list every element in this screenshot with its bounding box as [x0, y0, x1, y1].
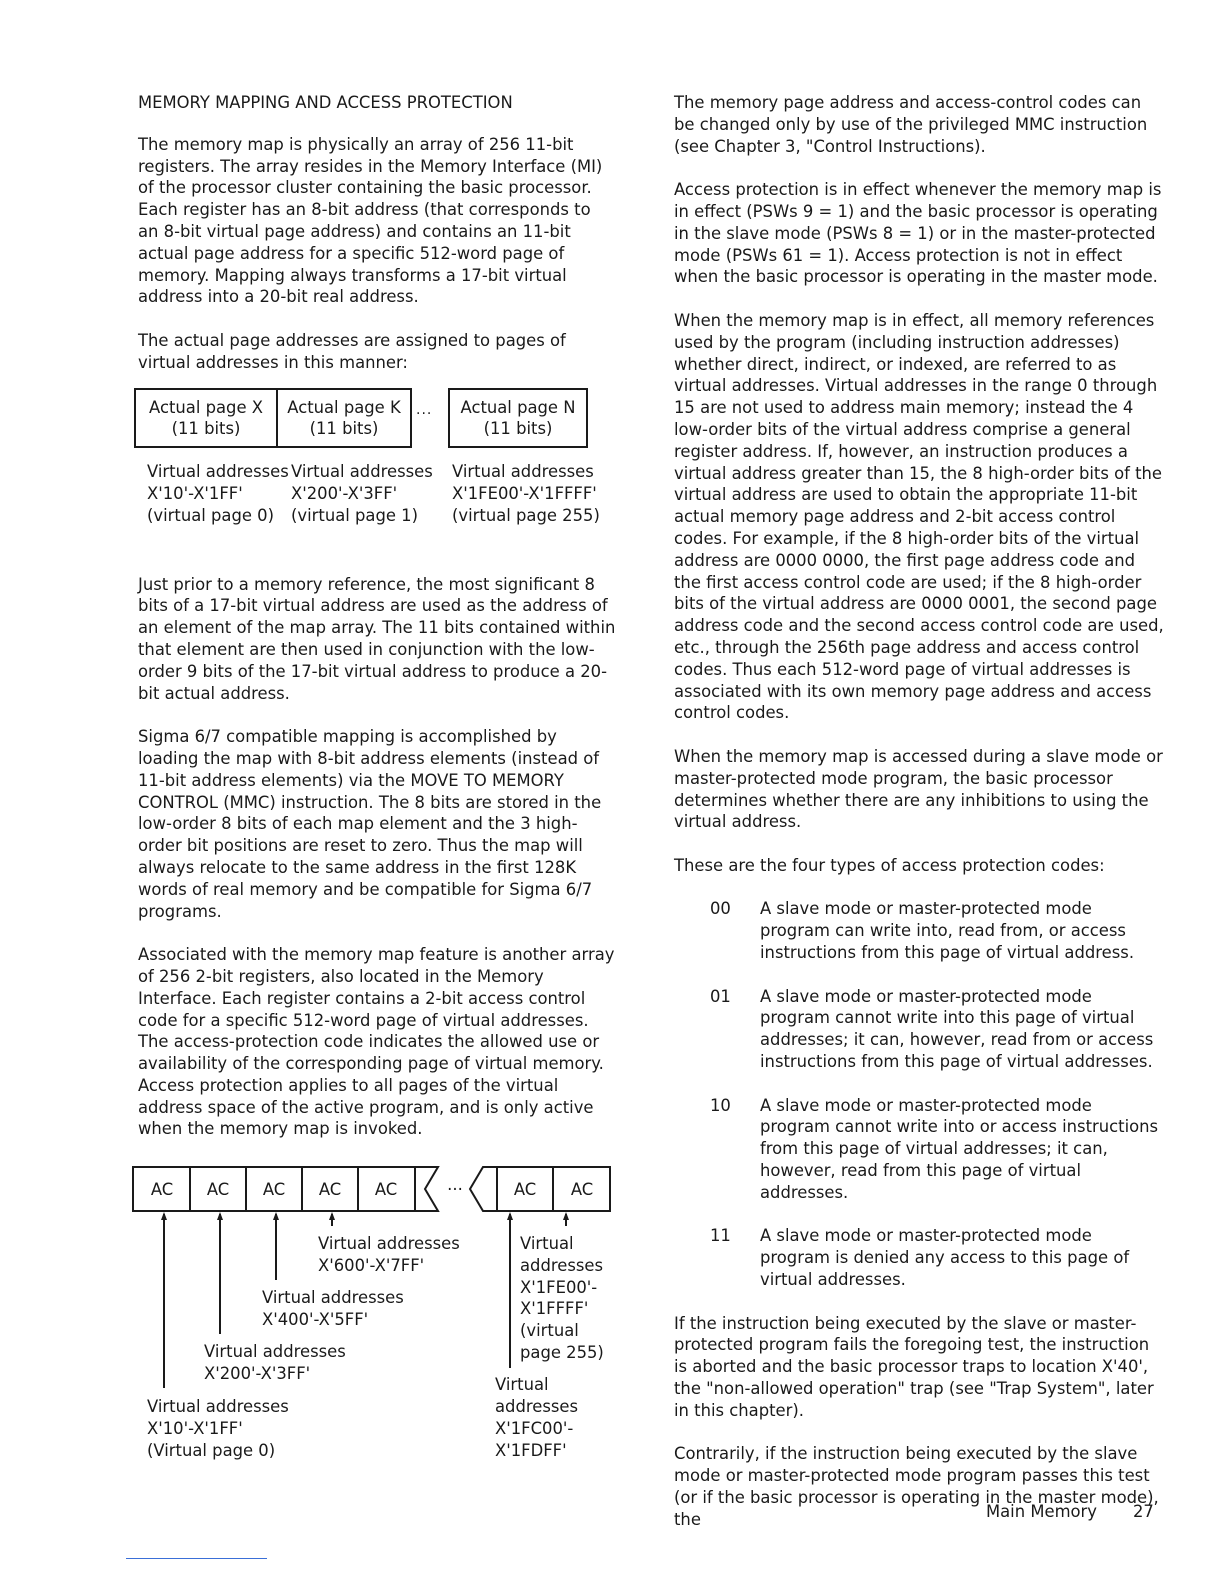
map-label: [147, 461, 289, 527]
paragraph: Associated with the memory map feature is another array of 256 2-bit registers, also located in the Memory Interface. Each register contains a 2-bit access control code for a specific 512-word page of virtual addresses. The access-protection code indicates the allowed use or availability of the corresponding page of virtual memory. Access protection applies to all pages of the virtual address space of the active program, and is only active when the memory map is invoked.: [138, 945, 615, 1139]
map-cell: [278, 388, 412, 448]
label-line: (virtual page 1): [291, 505, 418, 525]
ac-label: (virtual: [520, 1321, 579, 1340]
access-code-text: A slave mode or master-protected mode program is denied any access to this page of virtual addresses.: [760, 1226, 1130, 1290]
access-code-item: [674, 986, 1164, 1073]
access-code-item: [674, 1095, 1164, 1204]
ac-cell: AC: [318, 1180, 342, 1199]
paragraph: Access protection is in effect whenever the memory map is in effect (PSWs 9 = 1) and the basic processor is operating in the slave mode (PSWs 8 = 1) or in the master-protected mode (PSWs 61 = 1). Access protection is not in effect when the basic processor is operating in the master mode.: [674, 180, 1162, 287]
ac-label: X'1FDFF': [495, 1441, 567, 1460]
page-map-diagram: [138, 382, 616, 552]
map-cell: [448, 388, 588, 448]
ac-ellipsis: ...: [447, 1175, 463, 1194]
paragraph: If the instruction being executed by the slave or master-protected program fails the foregoing test, the instruction is aborted and the basic processor traps to location X'40', the "non-allowed operation" trap (see "Trap System", later in this chapter).: [674, 1313, 1154, 1420]
map-label: [291, 461, 433, 527]
ac-label: X'10'-X'1FF': [147, 1419, 243, 1438]
label-line: (virtual page 0): [147, 505, 274, 525]
paragraph: The memory page address and access-control codes can be changed only by use of the privileged MMC instruction (see Chapter 3, "Control Instructions).: [674, 93, 1148, 156]
access-code-number: 01: [710, 986, 731, 1006]
label-line: Virtual addresses: [452, 461, 594, 481]
access-code-number: 00: [710, 899, 731, 919]
paragraph: These are the four types of access protection codes:: [674, 855, 1105, 875]
footer-rule: [126, 1558, 267, 1559]
ac-label: X'400'-X'5FF': [262, 1310, 369, 1329]
map-cell-bits: (11 bits): [309, 418, 379, 438]
access-code-item: [674, 898, 1164, 963]
ac-label: X'1FFFF': [520, 1299, 589, 1318]
left-column: [138, 92, 616, 1162]
paragraph: Sigma 6/7 compatible mapping is accomplished by loading the map with 8-bit address elements (instead of 11-bit address elements) via the MOVE TO MEMORY CONTROL (MMC) instruction. The 8 bits are stored in the low-order 8 bits of each map element and the 3 high-order bit positions are reset to zero. Thus the map will always relocate to the same address in the first 128K words of real memory and be compatible for Sigma 6/7 programs.: [138, 727, 602, 921]
paragraph: Just prior to a memory reference, the most significant 8 bits of a 17-bit virtual address are used as the address of an element of the map array. The 11 bits contained within that element are then used in conjunction with the low-order 9 bits of the 17-bit virtual address to produce a 20-bit actual address.: [138, 574, 616, 703]
ac-cell: AC: [150, 1180, 174, 1199]
paragraph: The actual page addresses are assigned to pages of virtual addresses in this manner:: [138, 330, 566, 372]
ac-cell: AC: [206, 1180, 230, 1199]
section-heading: MEMORY MAPPING AND ACCESS PROTECTION: [138, 93, 513, 112]
map-cell: [134, 388, 278, 448]
map-cell-bits: (11 bits): [171, 418, 241, 438]
ac-label: Virtual addresses: [204, 1342, 346, 1361]
page-number: 27: [1133, 1502, 1154, 1521]
label-line: X'200'-X'3FF': [291, 483, 398, 503]
footer-section-title: Main Memory: [986, 1502, 1097, 1521]
ac-label: Virtual addresses: [262, 1288, 404, 1307]
ac-label: Virtual addresses: [318, 1234, 460, 1253]
label-line: (virtual page 255): [452, 505, 600, 525]
access-code-number: 11: [710, 1226, 731, 1246]
map-label: [452, 461, 600, 527]
label-line: X'10'-X'1FF': [147, 483, 243, 503]
ac-label: addresses: [495, 1397, 579, 1416]
map-cell-title: Actual page K: [287, 397, 401, 417]
label-line: X'1FE00'-X'1FFFF': [452, 483, 597, 503]
paragraph: The memory map is physically an array of 256 11-bit registers. The array resides in the Memory Interface (MI) of the processor cluster containing the basic processor. Each register has an 8-bit address (that corresponds to an 8-bit virtual page address) and contains an 11-bit actual page address for a specific 512-word page of memory. Mapping always transforms a 17-bit virtual address into a 20-bit real address.: [138, 134, 603, 307]
label-line: Virtual addresses: [147, 461, 289, 481]
paragraph: When the memory map is accessed during a slave mode or master-protected mode program, the basic processor determines whether there are any inhibitions to using the virtual address.: [674, 746, 1163, 832]
label-line: Virtual addresses: [291, 461, 433, 481]
ac-label: Virtual: [495, 1375, 549, 1394]
right-column: [674, 92, 1164, 1552]
access-code-text: A slave mode or master-protected mode program can write into, read from, or access instructions from this page of virtual address.: [760, 899, 1135, 963]
ac-cell: AC: [513, 1180, 537, 1199]
access-code-number: 10: [710, 1095, 731, 1115]
map-cell-bits: (11 bits): [483, 418, 553, 438]
ac-label: X'1FC00'-: [495, 1419, 574, 1438]
ac-cell: AC: [570, 1180, 594, 1199]
ac-label: X'1FE00'-: [520, 1278, 598, 1297]
ac-label: X'600'-X'7FF': [318, 1256, 425, 1275]
ac-cell: AC: [374, 1180, 398, 1199]
ac-label: addresses: [520, 1256, 604, 1275]
ac-label: X'200'-X'3FF': [204, 1364, 311, 1383]
map-cell-title: Actual page X: [149, 397, 263, 417]
ellipsis: ...: [416, 401, 433, 418]
access-code-text: A slave mode or master-protected mode program cannot write into or access instructions from this page of virtual addresses; it can, however, read from this page of virtual addresses.: [760, 1095, 1159, 1202]
ac-label: Virtual: [520, 1234, 574, 1253]
ac-label: Virtual addresses: [147, 1397, 289, 1416]
ac-cell-group: [133, 1167, 415, 1211]
paragraph: Contrarily, if the instruction being executed by the slave mode or master-protected mode program passes this test (or if the basic processor is operating in the master mode), the: [674, 1444, 1159, 1529]
map-cell-title: Actual page N: [460, 397, 576, 417]
ac-label: page 255): [520, 1343, 604, 1362]
access-code-item: [674, 1225, 1164, 1290]
access-code-text: A slave mode or master-protected mode program cannot write into this page of virtual addresses; it can, however, read from or access instructions from this page of virtual addresses.: [760, 986, 1154, 1072]
paragraph: When the memory map is in effect, all memory references used by the program (including instruction addresses) whether direct, indirect, or indexed, are referred to as virtual addresses. Virtual addresses in the range 0 through 15 are not used to address main memory; instead the 4 low-order bits of the virtual address comprise a general register address. If, however, an instruction produces a virtual address greater than 15, the 8 high-order bits of the virtual address are used to obtain the appropriate 11-bit actual memory page address and 2-bit access control codes. For example, if the 8 high-order bits of the virtual address are 0000 0000, the first page address code and the first access control code are used; if the 8 high-order bits of the virtual address are 0000 0001, the second page address code and the second access control code are used, etc., through the 256th page address and access control codes. Thus each 512-word page of virtual addresses is associated with its own memory page address and access control codes.: [674, 310, 1164, 723]
ac-cell: AC: [262, 1180, 286, 1199]
ac-label: (Virtual page 0): [147, 1441, 276, 1460]
